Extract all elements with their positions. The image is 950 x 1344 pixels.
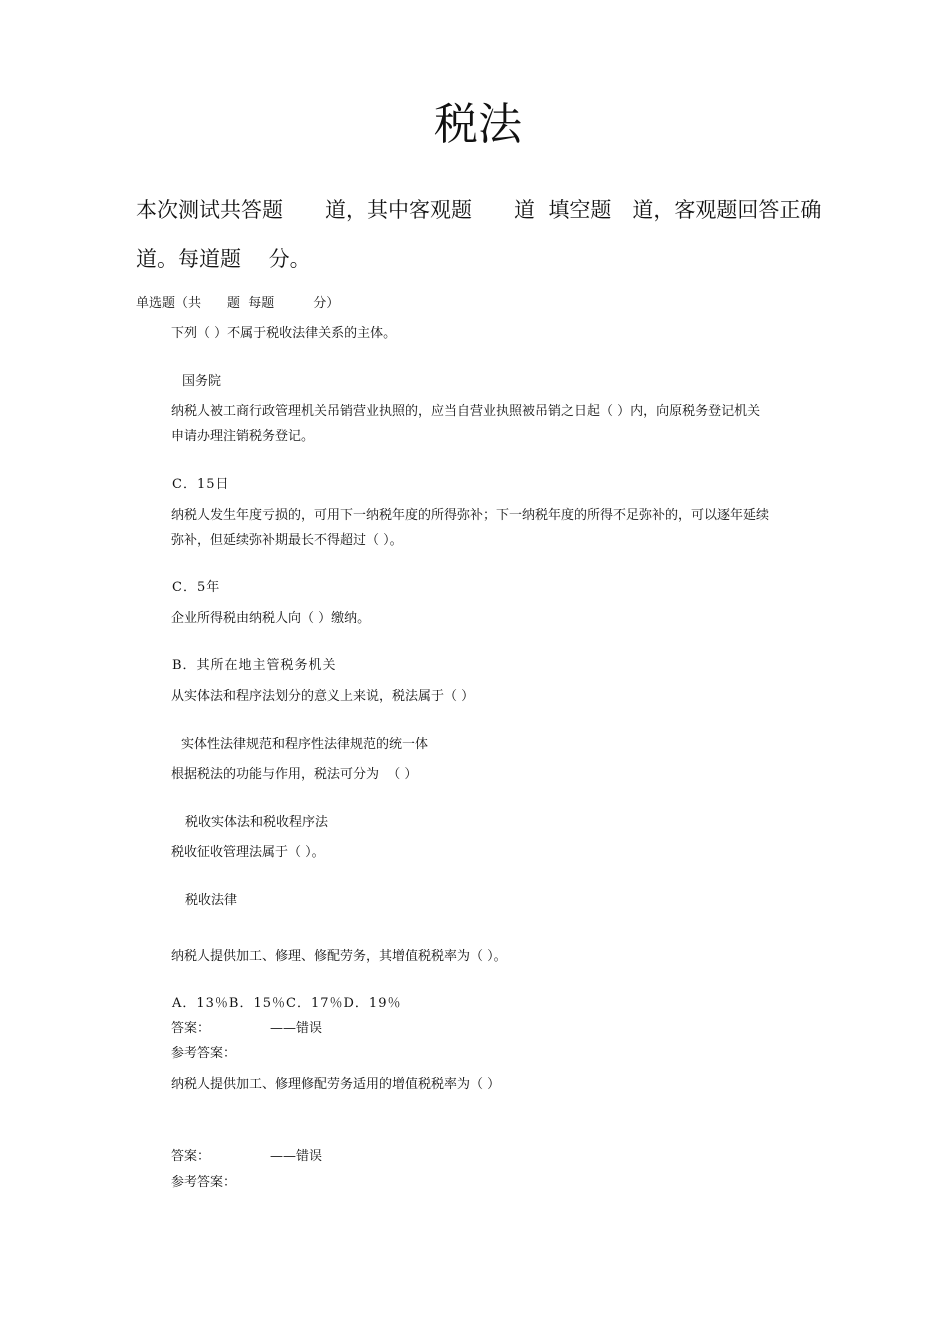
- answer-text: 税收实体法和税收程序法: [185, 815, 329, 830]
- answer-text: C．15日: [172, 477, 230, 492]
- question-text: 申请办理注销税务登记。: [171, 429, 315, 444]
- page-title: 税法: [434, 99, 522, 150]
- intro-line-2: 道。每道题 分。: [136, 247, 311, 271]
- result-label: 答案：: [171, 1149, 211, 1164]
- question-text: 纳税人提供加工、修理修配劳务适用的增值税税率为（ ）: [171, 1077, 501, 1092]
- question-text: 纳税人发生年度亏损的，可用下一纳税年度的所得弥补；下一纳税年度的所得不足弥补的，可以逐年延续: [171, 508, 770, 523]
- section-heading: 单选题（共 题 每题 分）: [136, 296, 340, 311]
- result-value: ——错误: [270, 1149, 323, 1164]
- answer-options: A．13％B．15％C．17％D．19％: [172, 996, 402, 1011]
- question-text: 弥补，但延续弥补期最长不得超过（ ）。: [171, 533, 403, 548]
- question-text: 下列（ ）不属于税收法律关系的主体。: [171, 326, 397, 341]
- question-text: 根据税法的功能与作用，税法可分为 （ ）: [171, 767, 418, 782]
- intro-line-1: 本次测试共答题 道，其中客观题 道 填空题 道，客观题回答正确: [136, 198, 822, 222]
- question-text: 从实体法和程序法划分的意义上来说，税法属于（ ）: [171, 689, 475, 704]
- question-text: 纳税人被工商行政管理机关吊销营业执照的，应当自营业执照被吊销之日起（ ）内，向原税务登记机关: [171, 404, 761, 419]
- answer-text: C．5年: [172, 580, 221, 595]
- question-text: 企业所得税由纳税人向（ ）缴纳。: [171, 611, 371, 626]
- result-value: ——错误: [270, 1021, 323, 1036]
- reference-answer-label: 参考答案：: [171, 1046, 237, 1061]
- answer-text: 税收法律: [185, 893, 238, 908]
- reference-answer-label: 参考答案：: [171, 1175, 237, 1190]
- question-text: 纳税人提供加工、修理、修配劳务，其增值税税率为（ ）。: [171, 949, 507, 964]
- result-label: 答案：: [171, 1021, 211, 1036]
- answer-text: B．其所在地主管税务机关: [172, 658, 337, 673]
- answer-text: 实体性法律规范和程序性法律规范的统一体: [181, 737, 429, 752]
- question-text: 税收征收管理法属于（ ）。: [171, 845, 325, 860]
- answer-text: 国务院: [182, 374, 222, 389]
